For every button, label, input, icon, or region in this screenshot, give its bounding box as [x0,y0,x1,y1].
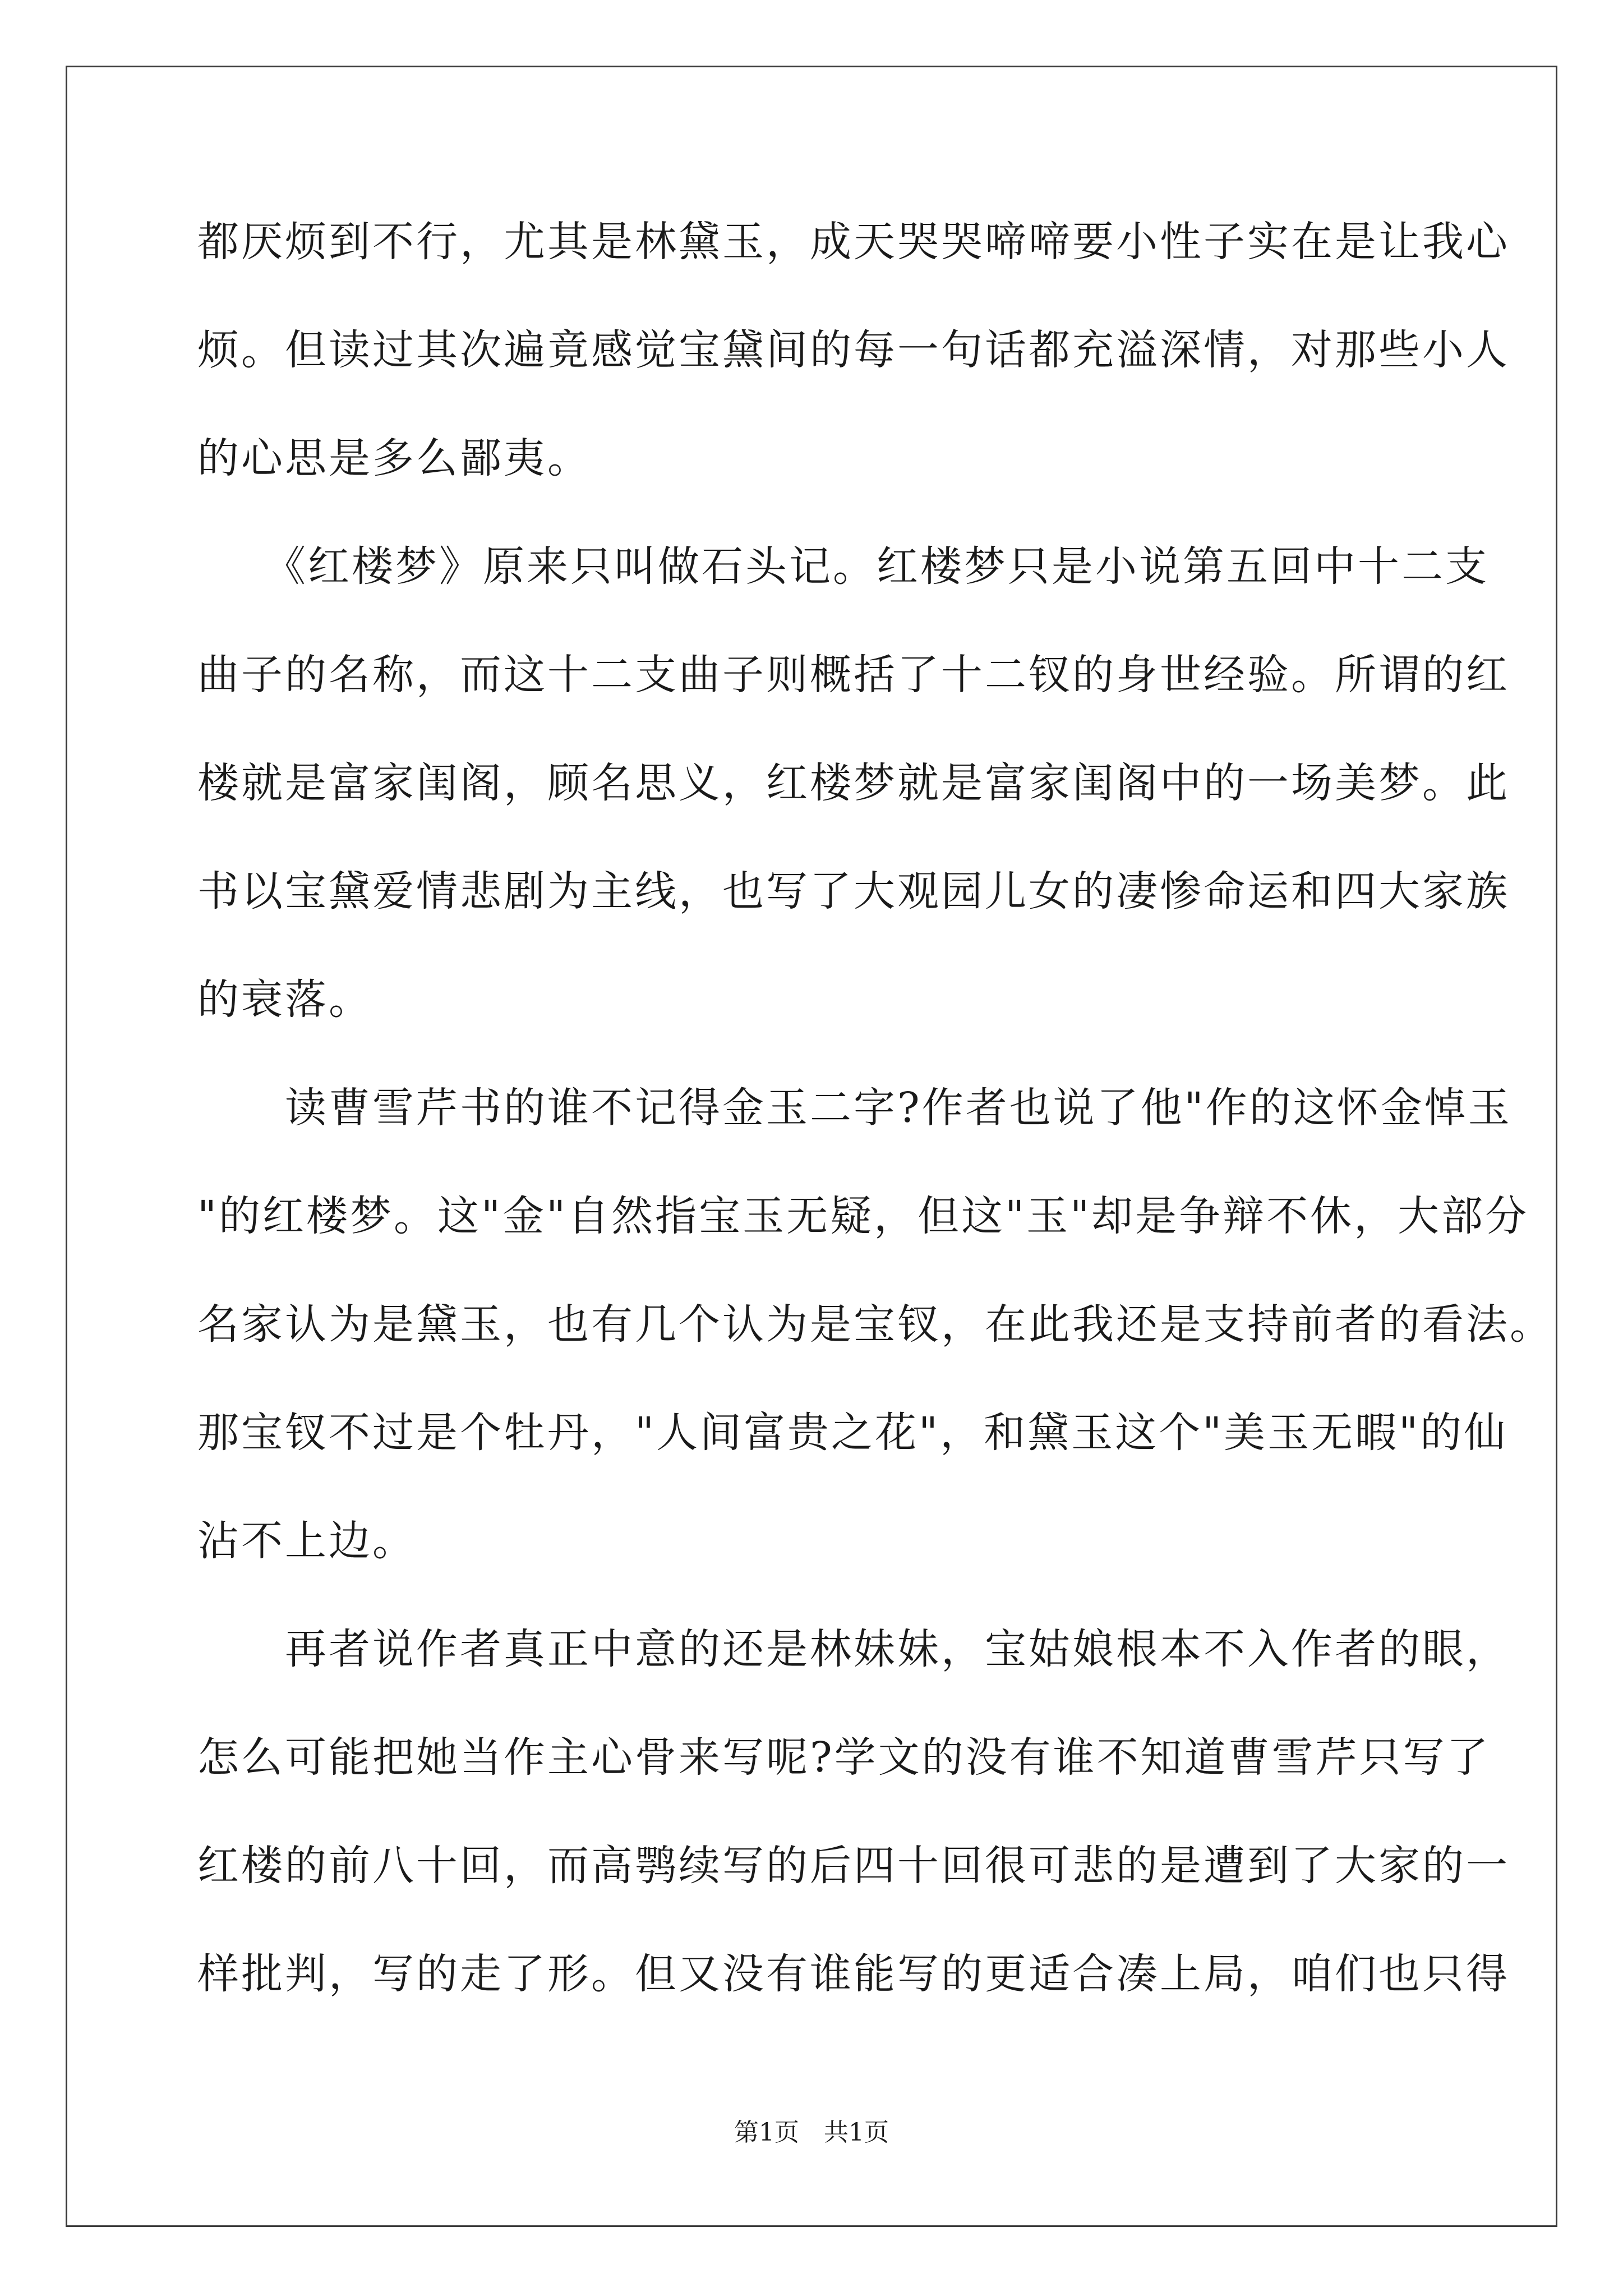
text-line: 红楼的前八十回，而高鹗续写的后四十回很可悲的是遭到了大家的一 [197,1842,1510,1890]
text-line: 的心思是多么鄙夷。 [197,434,591,482]
page-number-label: 第1页 共1页 [734,2118,889,2147]
text-line: 样批判，写的走了形。但又没有谁能写的更适合凑上局，咱们也只得 [197,1950,1510,1998]
text-line: 烦。但读过其次遍竟感觉宝黛间的每一句话都充溢深情，对那些小人 [197,326,1510,374]
text-line: 那宝钗不过是个牡丹，"人间富贵之花"，和黛玉这个"美玉无暇"的仙 [197,1409,1508,1457]
text-line: 的衰落。 [197,976,372,1024]
text-line: 《红楼梦》原来只叫做石头记。红楼梦只是小说第五回中十二支 [197,542,1489,591]
page-footer [0,2112,1623,2148]
text-line: 书以宝黛爱情悲剧为主线，也写了大观园儿女的凄惨命运和四大家族 [197,867,1510,915]
text-line: 曲子的名称，而这十二支曲子则概括了十二钗的身世经验。所谓的红 [197,651,1510,699]
text-line: "的红楼梦。这"金"自然指宝玉无疑，但这"玉"却是争辩不休，大部分 [197,1192,1529,1240]
text-line: 读曹雪芹书的谁不记得金玉二字?作者也说了他"作的这怀金悼玉 [197,1084,1512,1132]
text-line: 沾不上边。 [197,1517,416,1565]
text-line: 再者说作者真正中意的还是林妹妹，宝姑娘根本不入作者的眼， [197,1625,1510,1673]
text-line: 都厌烦到不行，尤其是林黛玉，成天哭哭啼啼要小性子实在是让我心 [197,218,1510,266]
text-line: 怎么可能把她当作主心骨来写呢?学文的没有谁不知道曹雪芹只写了 [197,1733,1491,1782]
document-body [197,215,1553,2055]
text-line: 名家认为是黛玉，也有几个认为是宝钗，在此我还是支持前者的看法。 [197,1300,1553,1349]
text-line: 楼就是富家闺阁，顾名思义，红楼梦就是富家闺阁中的一场美梦。此 [197,759,1510,807]
